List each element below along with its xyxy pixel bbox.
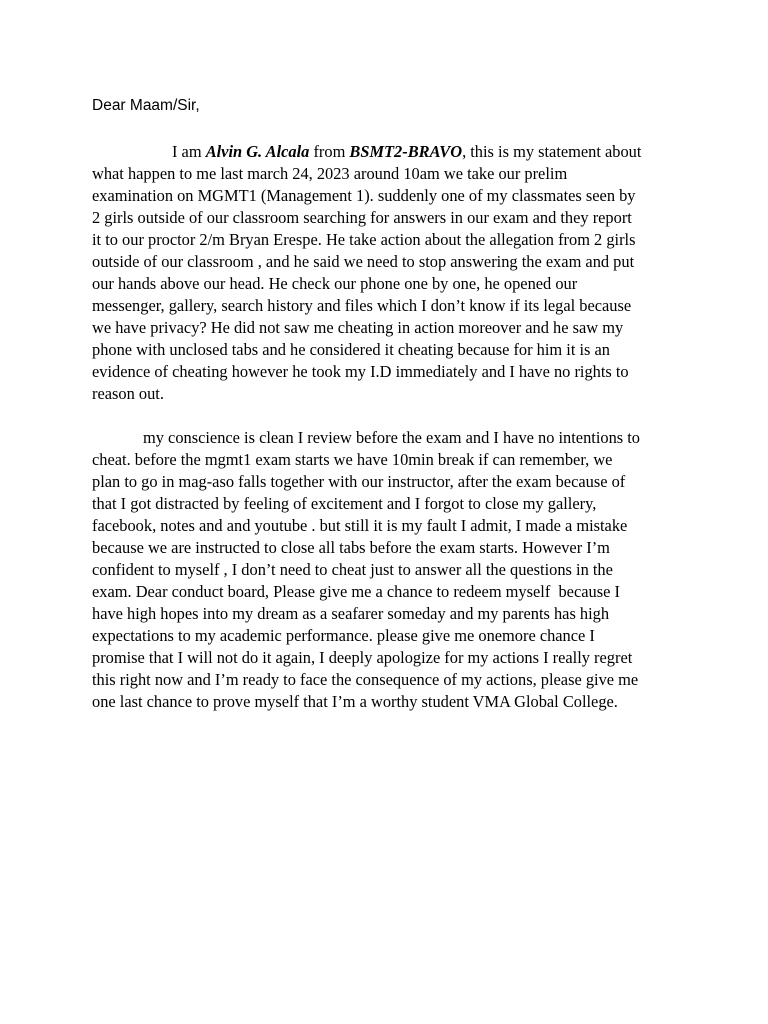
text-run: our hands above our head. He check our phone one by one, he opened our: [92, 274, 578, 293]
text-run: we have privacy? He did not saw me cheating in action moreover and he saw my: [92, 318, 624, 337]
text-line: [92, 163, 567, 185]
text-run: that I got distracted by feeling of excitement and I forgot to close my gallery,: [92, 494, 597, 513]
text-run: exam. Dear conduct board, Please give me a chance to redeem myself because I: [92, 582, 620, 601]
text-line: [92, 185, 636, 207]
text-line: [92, 207, 632, 229]
text-line: [92, 603, 609, 625]
text-line: [92, 317, 623, 339]
text-run: outside of our classroom , and he said we need to stop answering the exam and put: [92, 252, 635, 271]
text-run: reason out.: [92, 384, 164, 403]
text-run: my conscience is clean I review before the exam and I have no intentions to: [143, 428, 640, 447]
text-line: [172, 141, 641, 163]
text-run: messenger, gallery, search history and files which I don’t know if its legal because: [92, 296, 632, 315]
text-run: what happen to me last march 24, 2023 around 10am we take our prelim: [92, 164, 568, 183]
text-line: [92, 537, 610, 559]
text-line: [92, 361, 629, 383]
text-run: confident to myself , I don’t need to cheat just to answer all the questions in the: [92, 560, 613, 579]
text-line: [92, 229, 635, 251]
text-line: [92, 581, 620, 603]
text-line: [92, 691, 618, 713]
text-line: [92, 471, 625, 493]
text-run: expectations to my academic performance. please give me onemore chance I: [92, 626, 595, 645]
text-run: it to our proctor 2/m Bryan Erespe. He take action about the allegation from 2 girls: [92, 230, 636, 249]
text-run: 2 girls outside of our classroom searching for answers in our exam and they report: [92, 208, 632, 227]
text-run: this right now and I’m ready to face the consequence of my actions, please give me: [92, 670, 639, 689]
emphasized-name: Alvin G. Alcala: [205, 142, 310, 161]
text-run: facebook, notes and and youtube . but still it is my fault I admit, I made a mistake: [92, 516, 628, 535]
text-line: [92, 559, 613, 581]
text-line: [92, 295, 631, 317]
text-run: evidence of cheating however he took my I.D immediately and I have no rights to: [92, 362, 629, 381]
text-run: have high hopes into my dream as a seafarer someday and my parents has high: [92, 604, 610, 623]
text-line: [92, 383, 164, 405]
text-run: cheat. before the mgmt1 exam starts we have 10min break if can remember, we: [92, 450, 613, 469]
text-run: , this is my statement about: [462, 142, 642, 161]
text-run: promise that I will not do it again, I deeply apologize for my actions I really regret: [92, 648, 633, 667]
text-line: [92, 339, 610, 361]
text-run: from: [309, 142, 350, 161]
text-line: [92, 449, 612, 471]
text-run: phone with unclosed tabs and he considered it cheating because for him it is an: [92, 340, 610, 359]
text-line: [92, 273, 577, 295]
text-line: [143, 427, 640, 449]
text-line: [92, 669, 638, 691]
text-run: I am: [172, 142, 206, 161]
text-line: [92, 251, 634, 273]
salutation: Dear Maam/Sir,: [92, 97, 200, 114]
text-run: one last chance to prove myself that I’m a worthy student VMA Global College.: [92, 692, 618, 711]
text-line: [92, 493, 596, 515]
text-run: plan to go in mag-aso falls together with our instructor, after the exam because of: [92, 472, 626, 491]
text-line: [92, 647, 632, 669]
text-line: [92, 515, 627, 537]
text-run: examination on MGMT1 (Management 1). suddenly one of my classmates seen by: [92, 186, 636, 205]
text-line: [92, 625, 595, 647]
text-run: because we are instructed to close all tabs before the exam starts. However I’m: [92, 538, 610, 557]
emphasized-name: BSMT2-BRAVO: [349, 142, 463, 161]
